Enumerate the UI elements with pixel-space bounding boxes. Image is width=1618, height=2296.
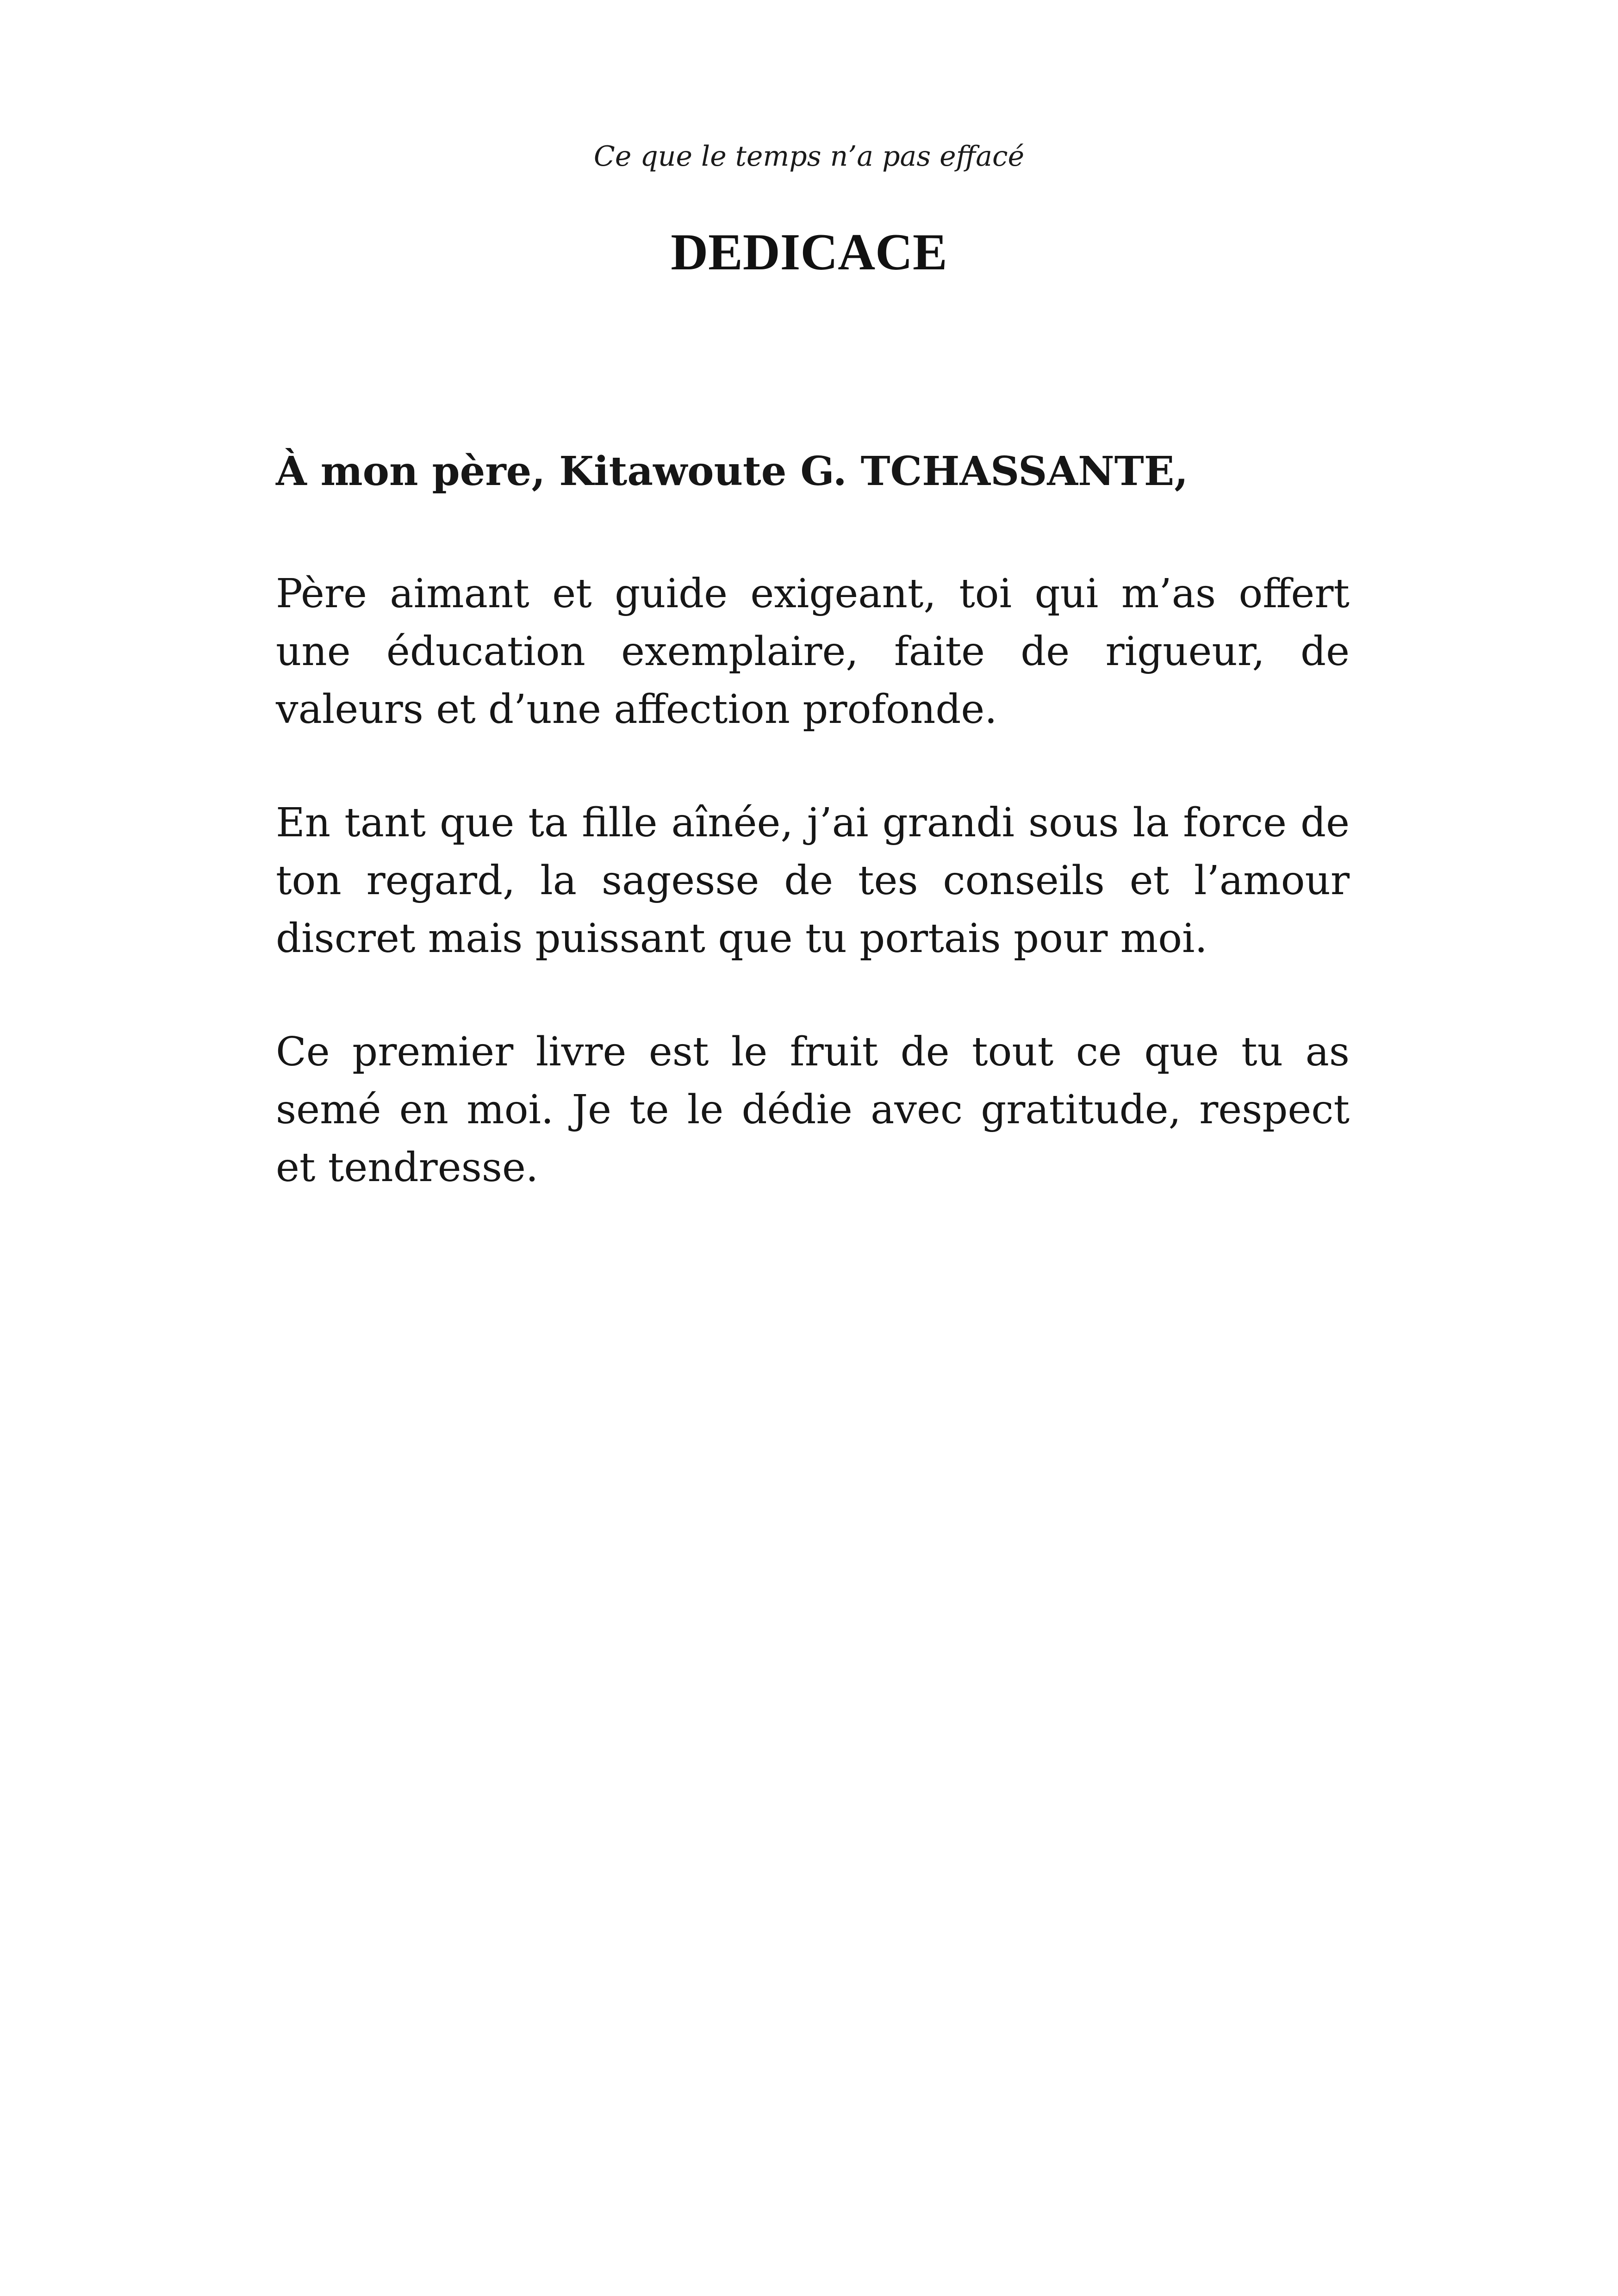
running-header: Ce que le temps n’a pas effacé xyxy=(593,140,1025,173)
dedication-body xyxy=(276,442,1350,1252)
dedication-paragraph-1: Père aimant et guide exigeant, toi qui m’as offert une éducation exemplaire, faite de rigueur, de valeurs et d’une affection profonde. xyxy=(276,571,1350,733)
page-title: DEDICACE xyxy=(671,224,947,281)
dedication-paragraph-3: Ce premier livre est le fruit de tout ce que tu as semé en moi. Je te le dédie avec gratitude, respect et tendresse. xyxy=(276,1029,1350,1191)
dedication-addressee: À mon père, Kitawoute G. TCHASSANTE, xyxy=(276,448,1189,495)
dedication-paragraph-2: En tant que ta fille aînée, j’ai grandi sous la force de ton regard, la sagesse de tes conseils et l’amour discret mais puissant que tu portais pour moi. xyxy=(276,800,1350,962)
